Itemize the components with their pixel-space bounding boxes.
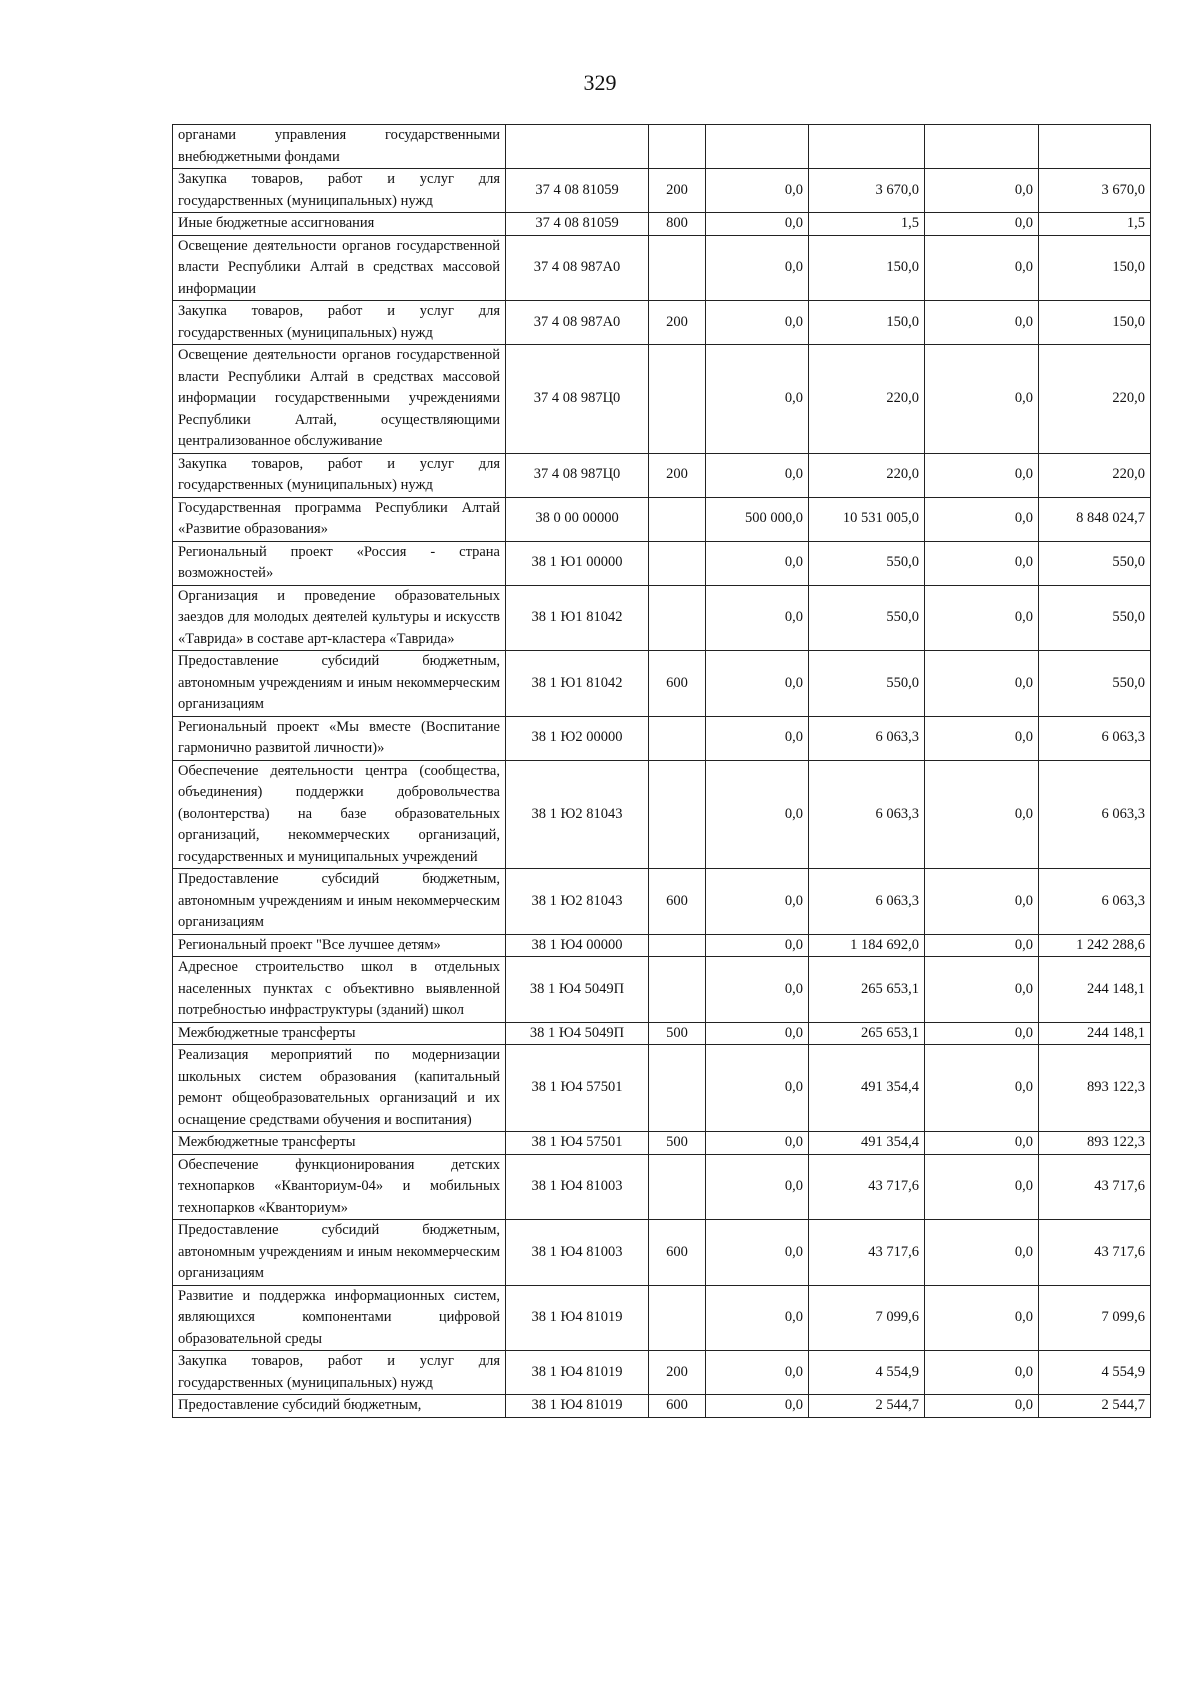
row-value-1: 0,0 bbox=[706, 1351, 809, 1395]
row-code: 38 0 00 00000 bbox=[506, 497, 649, 541]
row-value-2: 2 544,7 bbox=[809, 1395, 925, 1418]
row-name: Региональный проект «Россия - страна возможностей» bbox=[173, 541, 506, 585]
row-value-3: 0,0 bbox=[925, 716, 1039, 760]
row-expense-type: 600 bbox=[649, 1395, 706, 1418]
row-value-2: 220,0 bbox=[809, 453, 925, 497]
row-expense-type: 200 bbox=[649, 169, 706, 213]
table-row bbox=[173, 213, 1151, 236]
row-value-1: 0,0 bbox=[706, 345, 809, 454]
row-name: Межбюджетные трансферты bbox=[173, 1022, 506, 1045]
row-code: 38 1 Ю4 5049П bbox=[506, 957, 649, 1023]
row-value-4: 6 063,3 bbox=[1039, 869, 1151, 935]
row-name: Предоставление субсидий бюджетным, bbox=[173, 1395, 506, 1418]
row-value-4: 3 670,0 bbox=[1039, 169, 1151, 213]
row-name: Адресное строительство школ в отдельных населенных пунктах с объективно выявленной потребностью инфраструктуры (зданий) школ bbox=[173, 957, 506, 1023]
row-name: Закупка товаров, работ и услуг для государственных (муниципальных) нужд bbox=[173, 1351, 506, 1395]
row-code bbox=[506, 125, 649, 169]
table-row bbox=[173, 1132, 1151, 1155]
row-value-3: 0,0 bbox=[925, 169, 1039, 213]
row-value-2: 491 354,4 bbox=[809, 1132, 925, 1155]
table-row bbox=[173, 1285, 1151, 1351]
row-value-2: 265 653,1 bbox=[809, 957, 925, 1023]
row-name: Закупка товаров, работ и услуг для государственных (муниципальных) нужд bbox=[173, 169, 506, 213]
row-expense-type: 200 bbox=[649, 301, 706, 345]
row-name: Развитие и поддержка информационных систем, являющихся компонентами цифровой образовательной среды bbox=[173, 1285, 506, 1351]
row-value-3: 0,0 bbox=[925, 957, 1039, 1023]
row-name: Освещение деятельности органов государственной власти Республики Алтай в средствах массовой информации государственными учреждениями Республики Алтай, осуществляющими централизованное обслуживание bbox=[173, 345, 506, 454]
table-row bbox=[173, 1154, 1151, 1220]
row-value-1: 0,0 bbox=[706, 213, 809, 236]
row-value-3: 0,0 bbox=[925, 869, 1039, 935]
row-expense-type: 800 bbox=[649, 213, 706, 236]
table-row bbox=[173, 497, 1151, 541]
row-value-4: 43 717,6 bbox=[1039, 1154, 1151, 1220]
row-value-2: 6 063,3 bbox=[809, 760, 925, 869]
table-row bbox=[173, 301, 1151, 345]
row-expense-type: 600 bbox=[649, 869, 706, 935]
table-row bbox=[173, 760, 1151, 869]
row-value-3: 0,0 bbox=[925, 760, 1039, 869]
row-value-2: 550,0 bbox=[809, 651, 925, 717]
row-value-2: 220,0 bbox=[809, 345, 925, 454]
row-value-3: 0,0 bbox=[925, 235, 1039, 301]
row-name: Предоставление субсидий бюджетным, автономным учреждениям и иным некоммерческим организациям bbox=[173, 869, 506, 935]
row-code: 38 1 Ю4 00000 bbox=[506, 934, 649, 957]
row-value-2: 550,0 bbox=[809, 585, 925, 651]
row-name: Организация и проведение образовательных заездов для молодых деятелей культуры и искусств «Таврида» в составе арт-кластера «Таврида» bbox=[173, 585, 506, 651]
row-expense-type bbox=[649, 497, 706, 541]
row-value-2: 4 554,9 bbox=[809, 1351, 925, 1395]
row-value-1: 0,0 bbox=[706, 1132, 809, 1155]
row-value-2: 6 063,3 bbox=[809, 716, 925, 760]
row-value-2: 6 063,3 bbox=[809, 869, 925, 935]
row-expense-type bbox=[649, 1045, 706, 1132]
row-value-3: 0,0 bbox=[925, 1285, 1039, 1351]
row-name: Закупка товаров, работ и услуг для государственных (муниципальных) нужд bbox=[173, 453, 506, 497]
row-name: Межбюджетные трансферты bbox=[173, 1132, 506, 1155]
row-value-2: 1,5 bbox=[809, 213, 925, 236]
row-value-3 bbox=[925, 125, 1039, 169]
row-code: 38 1 Ю4 57501 bbox=[506, 1132, 649, 1155]
row-value-1: 0,0 bbox=[706, 934, 809, 957]
row-name: Предоставление субсидий бюджетным, автономным учреждениям и иным некоммерческим организациям bbox=[173, 651, 506, 717]
row-value-4: 1,5 bbox=[1039, 213, 1151, 236]
row-value-3: 0,0 bbox=[925, 301, 1039, 345]
row-value-1: 0,0 bbox=[706, 1045, 809, 1132]
row-value-1: 0,0 bbox=[706, 1220, 809, 1286]
row-value-1: 0,0 bbox=[706, 760, 809, 869]
row-value-4 bbox=[1039, 125, 1151, 169]
row-value-3: 0,0 bbox=[925, 453, 1039, 497]
row-name: Освещение деятельности органов государственной власти Республики Алтай в средствах массовой информации bbox=[173, 235, 506, 301]
table-row bbox=[173, 1220, 1151, 1286]
row-value-2: 43 717,6 bbox=[809, 1154, 925, 1220]
row-code: 38 1 Ю1 81042 bbox=[506, 585, 649, 651]
row-code: 37 4 08 987А0 bbox=[506, 235, 649, 301]
row-expense-type bbox=[649, 345, 706, 454]
row-value-4: 43 717,6 bbox=[1039, 1220, 1151, 1286]
table-row bbox=[173, 957, 1151, 1023]
row-expense-type bbox=[649, 716, 706, 760]
table-row bbox=[173, 716, 1151, 760]
row-value-1: 0,0 bbox=[706, 1285, 809, 1351]
row-value-4: 220,0 bbox=[1039, 453, 1151, 497]
budget-table-body bbox=[173, 125, 1151, 1418]
row-value-3: 0,0 bbox=[925, 1395, 1039, 1418]
row-value-2: 3 670,0 bbox=[809, 169, 925, 213]
row-code: 38 1 Ю4 81019 bbox=[506, 1285, 649, 1351]
row-value-4: 550,0 bbox=[1039, 541, 1151, 585]
row-name: Иные бюджетные ассигнования bbox=[173, 213, 506, 236]
row-value-3: 0,0 bbox=[925, 585, 1039, 651]
row-value-4: 893 122,3 bbox=[1039, 1045, 1151, 1132]
table-row bbox=[173, 345, 1151, 454]
row-value-3: 0,0 bbox=[925, 934, 1039, 957]
row-value-2: 150,0 bbox=[809, 235, 925, 301]
row-value-1: 0,0 bbox=[706, 1154, 809, 1220]
row-name: Реализация мероприятий по модернизации школьных систем образования (капитальный ремонт общеобразовательных организаций и их оснащение средствами обучения и воспитания) bbox=[173, 1045, 506, 1132]
row-value-4: 2 544,7 bbox=[1039, 1395, 1151, 1418]
row-code: 37 4 08 81059 bbox=[506, 213, 649, 236]
row-expense-type: 200 bbox=[649, 453, 706, 497]
row-code: 38 1 Ю4 81003 bbox=[506, 1154, 649, 1220]
table-row bbox=[173, 1022, 1151, 1045]
row-expense-type bbox=[649, 541, 706, 585]
row-expense-type: 600 bbox=[649, 651, 706, 717]
table-row bbox=[173, 869, 1151, 935]
row-expense-type: 200 bbox=[649, 1351, 706, 1395]
row-value-3: 0,0 bbox=[925, 1220, 1039, 1286]
row-value-1: 0,0 bbox=[706, 453, 809, 497]
row-value-3: 0,0 bbox=[925, 651, 1039, 717]
row-name: Обеспечение деятельности центра (сообщества, объединения) поддержки добровольчества (волонтерства) на базе образовательных организаций, некоммерческих организаций, государственных и муниципальных учреждений bbox=[173, 760, 506, 869]
row-value-4: 550,0 bbox=[1039, 651, 1151, 717]
row-value-2: 1 184 692,0 bbox=[809, 934, 925, 957]
row-name: Региональный проект "Все лучшее детям» bbox=[173, 934, 506, 957]
row-expense-type bbox=[649, 1154, 706, 1220]
row-expense-type bbox=[649, 235, 706, 301]
row-value-3: 0,0 bbox=[925, 497, 1039, 541]
row-value-2: 7 099,6 bbox=[809, 1285, 925, 1351]
row-code: 38 1 Ю4 5049П bbox=[506, 1022, 649, 1045]
row-expense-type bbox=[649, 585, 706, 651]
row-value-4: 7 099,6 bbox=[1039, 1285, 1151, 1351]
row-value-3: 0,0 bbox=[925, 345, 1039, 454]
row-expense-type: 500 bbox=[649, 1132, 706, 1155]
table-row bbox=[173, 651, 1151, 717]
row-name: Закупка товаров, работ и услуг для государственных (муниципальных) нужд bbox=[173, 301, 506, 345]
row-value-1: 0,0 bbox=[706, 1022, 809, 1045]
row-value-4: 1 242 288,6 bbox=[1039, 934, 1151, 957]
row-expense-type bbox=[649, 760, 706, 869]
table-row bbox=[173, 585, 1151, 651]
table-row bbox=[173, 1351, 1151, 1395]
table-row bbox=[173, 541, 1151, 585]
row-code: 38 1 Ю1 00000 bbox=[506, 541, 649, 585]
row-value-2: 43 717,6 bbox=[809, 1220, 925, 1286]
row-value-4: 4 554,9 bbox=[1039, 1351, 1151, 1395]
row-code: 37 4 08 987А0 bbox=[506, 301, 649, 345]
row-value-1: 0,0 bbox=[706, 957, 809, 1023]
row-value-4: 244 148,1 bbox=[1039, 957, 1151, 1023]
table-row bbox=[173, 169, 1151, 213]
row-value-1: 0,0 bbox=[706, 1395, 809, 1418]
page-number: 329 bbox=[583, 70, 617, 95]
row-value-1: 500 000,0 bbox=[706, 497, 809, 541]
row-expense-type bbox=[649, 125, 706, 169]
row-code: 38 1 Ю1 81042 bbox=[506, 651, 649, 717]
row-name: Предоставление субсидий бюджетным, автономным учреждениям и иным некоммерческим организациям bbox=[173, 1220, 506, 1286]
row-value-4: 6 063,3 bbox=[1039, 716, 1151, 760]
row-expense-type bbox=[649, 934, 706, 957]
row-name: Региональный проект «Мы вместе (Воспитание гармонично развитой личности)» bbox=[173, 716, 506, 760]
table-row bbox=[173, 235, 1151, 301]
row-value-2: 10 531 005,0 bbox=[809, 497, 925, 541]
row-value-1: 0,0 bbox=[706, 869, 809, 935]
row-code: 38 1 Ю2 00000 bbox=[506, 716, 649, 760]
row-code: 38 1 Ю4 57501 bbox=[506, 1045, 649, 1132]
row-value-4: 150,0 bbox=[1039, 301, 1151, 345]
table-row bbox=[173, 934, 1151, 957]
row-value-2: 150,0 bbox=[809, 301, 925, 345]
row-value-4: 6 063,3 bbox=[1039, 760, 1151, 869]
row-value-1 bbox=[706, 125, 809, 169]
row-value-1: 0,0 bbox=[706, 585, 809, 651]
row-value-3: 0,0 bbox=[925, 1022, 1039, 1045]
row-code: 38 1 Ю2 81043 bbox=[506, 760, 649, 869]
row-value-2: 265 653,1 bbox=[809, 1022, 925, 1045]
row-code: 37 4 08 81059 bbox=[506, 169, 649, 213]
row-value-1: 0,0 bbox=[706, 169, 809, 213]
row-value-2: 550,0 bbox=[809, 541, 925, 585]
row-value-4: 8 848 024,7 bbox=[1039, 497, 1151, 541]
row-code: 38 1 Ю4 81019 bbox=[506, 1351, 649, 1395]
row-value-1: 0,0 bbox=[706, 651, 809, 717]
row-name: Обеспечение функционирования детских технопарков «Кванториум-04» и мобильных технопарков «Кванториум» bbox=[173, 1154, 506, 1220]
row-value-1: 0,0 bbox=[706, 301, 809, 345]
row-value-3: 0,0 bbox=[925, 213, 1039, 236]
row-value-2: 491 354,4 bbox=[809, 1045, 925, 1132]
row-value-3: 0,0 bbox=[925, 1154, 1039, 1220]
table-row bbox=[173, 1045, 1151, 1132]
row-value-1: 0,0 bbox=[706, 235, 809, 301]
row-value-1: 0,0 bbox=[706, 716, 809, 760]
row-value-4: 244 148,1 bbox=[1039, 1022, 1151, 1045]
row-code: 37 4 08 987Ц0 bbox=[506, 345, 649, 454]
table-row bbox=[173, 125, 1151, 169]
row-code: 37 4 08 987Ц0 bbox=[506, 453, 649, 497]
row-code: 38 1 Ю4 81019 bbox=[506, 1395, 649, 1418]
row-expense-type bbox=[649, 957, 706, 1023]
table-row bbox=[173, 1395, 1151, 1418]
row-expense-type: 600 bbox=[649, 1220, 706, 1286]
budget-table bbox=[172, 124, 1151, 1418]
row-value-1: 0,0 bbox=[706, 541, 809, 585]
row-value-3: 0,0 bbox=[925, 1351, 1039, 1395]
row-code: 38 1 Ю4 81003 bbox=[506, 1220, 649, 1286]
row-value-4: 893 122,3 bbox=[1039, 1132, 1151, 1155]
row-value-2 bbox=[809, 125, 925, 169]
row-value-3: 0,0 bbox=[925, 541, 1039, 585]
row-expense-type: 500 bbox=[649, 1022, 706, 1045]
row-value-3: 0,0 bbox=[925, 1045, 1039, 1132]
row-value-3: 0,0 bbox=[925, 1132, 1039, 1155]
row-value-4: 550,0 bbox=[1039, 585, 1151, 651]
row-value-4: 220,0 bbox=[1039, 345, 1151, 454]
row-value-4: 150,0 bbox=[1039, 235, 1151, 301]
table-row bbox=[173, 453, 1151, 497]
row-expense-type bbox=[649, 1285, 706, 1351]
row-name: Государственная программа Республики Алтай «Развитие образования» bbox=[173, 497, 506, 541]
row-name: органами управления государственными внебюджетными фондами bbox=[173, 125, 506, 169]
row-code: 38 1 Ю2 81043 bbox=[506, 869, 649, 935]
